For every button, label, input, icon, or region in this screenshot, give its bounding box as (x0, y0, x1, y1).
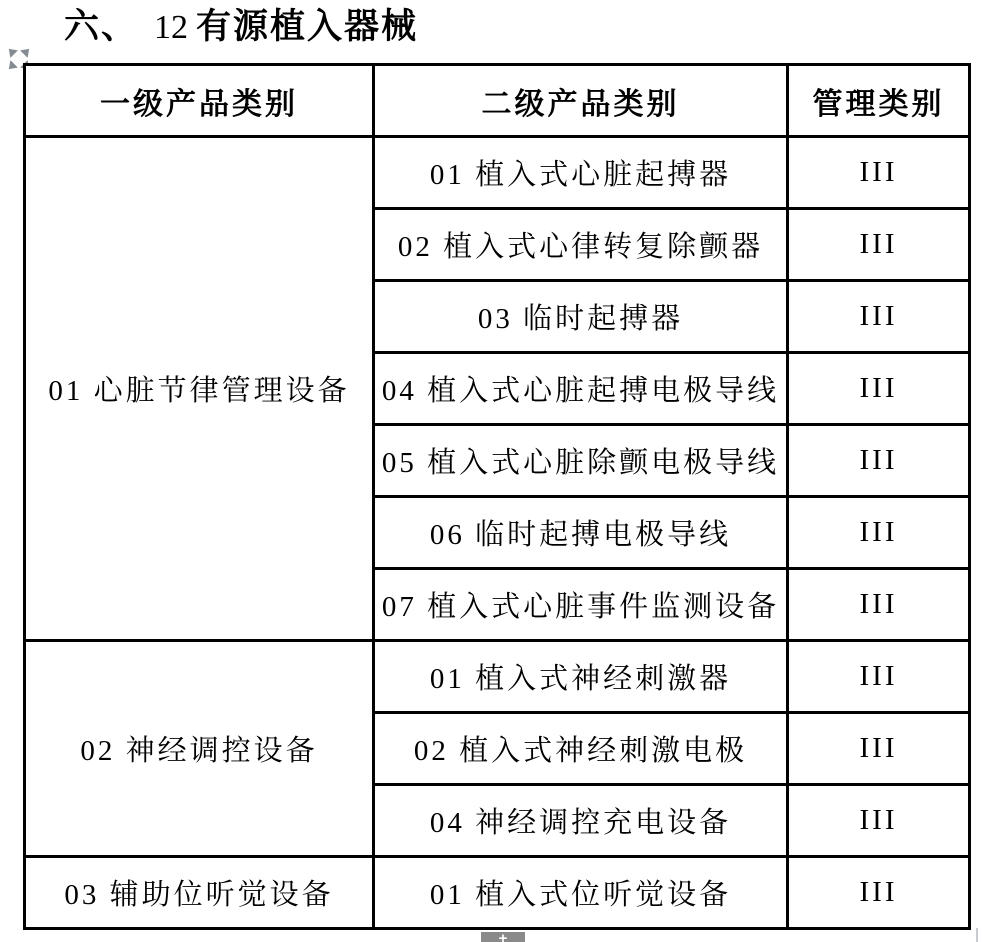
level1-category-cell: 02 神经调控设备 (25, 641, 374, 857)
level2-category-cell: 02 植入式心律转复除颤器 (374, 209, 788, 281)
level2-category-cell: 01 植入式心脏起搏器 (374, 137, 788, 209)
management-class-cell: III (788, 497, 970, 569)
title-text: 有源植入器械 (196, 7, 419, 46)
resize-handle-mark (976, 928, 978, 942)
management-class-cell: III (788, 785, 970, 857)
level1-category-cell: 03 辅助位听觉设备 (25, 857, 374, 929)
level2-category-cell: 07 植入式心脏事件监测设备 (374, 569, 788, 641)
title-code-number: 12 (154, 9, 189, 46)
level1-category-cell: 01 心脏节律管理设备 (25, 137, 374, 641)
level2-category-cell: 04 植入式心脏起搏电极导线 (374, 353, 788, 425)
table-row (25, 137, 970, 209)
level2-category-cell: 04 神经调控充电设备 (374, 785, 788, 857)
management-class-cell: III (788, 281, 970, 353)
page-title (64, 4, 418, 57)
title-section-number: 六、 (64, 7, 139, 46)
table-row (25, 641, 970, 713)
header-level2-category: 二级产品类别 (374, 65, 788, 137)
header-level1-category: 一级产品类别 (25, 65, 374, 137)
level2-category-cell: 01 植入式神经刺激器 (374, 641, 788, 713)
management-class-cell: III (788, 425, 970, 497)
management-class-cell: III (788, 641, 970, 713)
management-class-cell: III (788, 569, 970, 641)
management-class-cell: III (788, 713, 970, 785)
management-class-cell: III (788, 353, 970, 425)
management-class-cell: III (788, 857, 970, 929)
management-class-cell: III (788, 137, 970, 209)
classification-table (23, 63, 971, 930)
management-class-cell: III (788, 209, 970, 281)
level2-category-cell: 03 临时起搏器 (374, 281, 788, 353)
level2-category-cell: 05 植入式心脏除颤电极导线 (374, 425, 788, 497)
level2-category-cell: 02 植入式神经刺激电极 (374, 713, 788, 785)
table-header-row (25, 65, 970, 137)
table-row (25, 857, 970, 929)
level2-category-cell: 01 植入式位听觉设备 (374, 857, 788, 929)
header-management-class: 管理类别 (788, 65, 970, 137)
level2-category-cell: 06 临时起搏电极导线 (374, 497, 788, 569)
add-button[interactable]: + (481, 932, 525, 942)
